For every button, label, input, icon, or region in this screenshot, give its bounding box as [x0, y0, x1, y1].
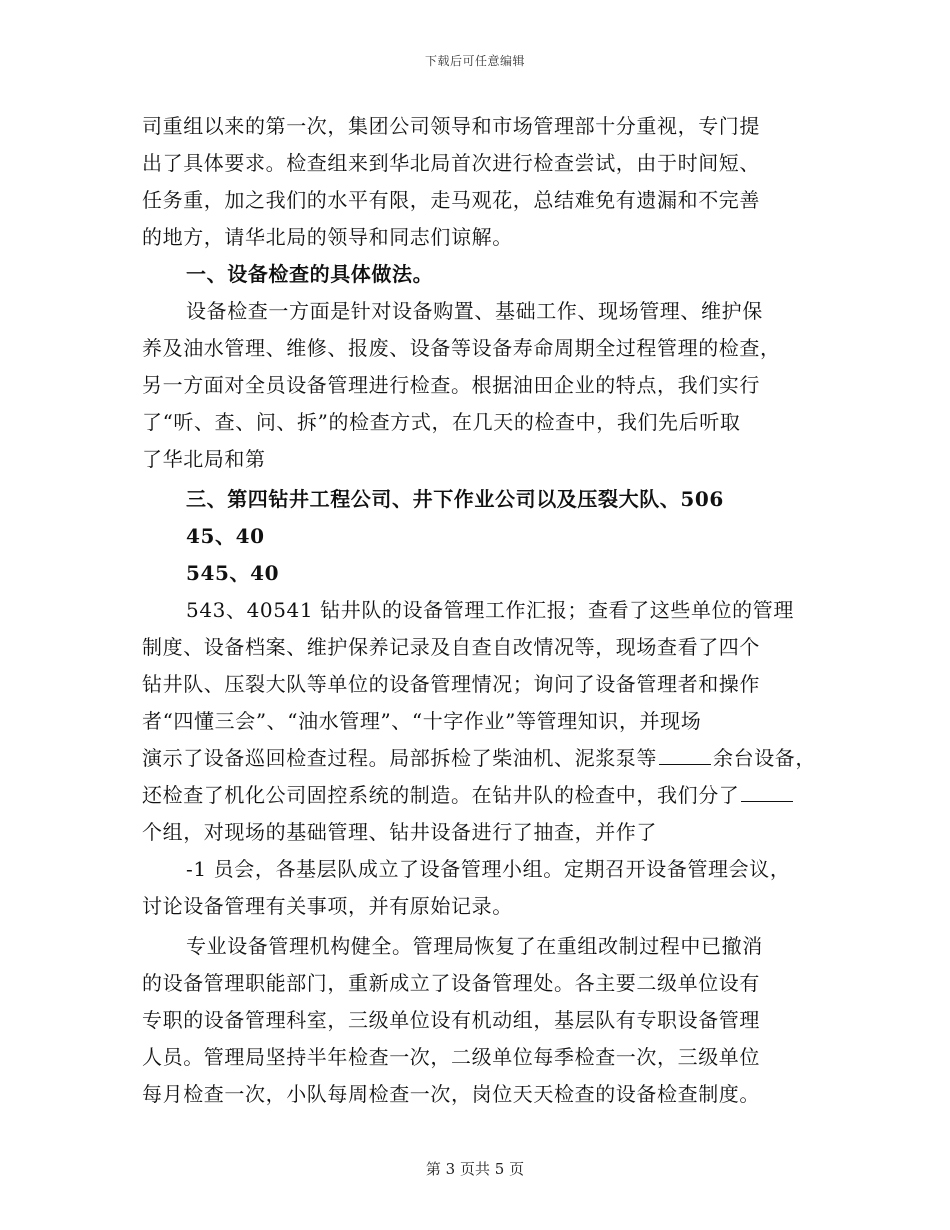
- text-line: 钻井队、压裂大队等单位的设备管理情况；询问了设备管理者和操作: [142, 672, 760, 696]
- text-line: 另一方面对全员设备管理进行检查。根据油田企业的特点，我们实行: [142, 373, 760, 397]
- text-line: 每月检查一次，小队每周检查一次，岗位天天检查的设备检查制度。: [142, 1082, 760, 1106]
- text-line: 专业设备管理机构健全。管理局恢复了在重组改制过程中已撤消: [186, 934, 763, 958]
- text-line: 543、40541 钻井队的设备管理工作汇报；查看了这些单位的管理: [186, 598, 794, 622]
- text-line: 养及油水管理、维修、报废、设备等设备寿命周期全过程管理的检查，: [142, 336, 781, 360]
- text-segment: 还检查了机化公司固控系统的制造。在钻井队的检查中，我们分了: [142, 783, 740, 807]
- text-line: -1 员会，各基层队成立了设备管理小组。定期召开设备管理会议，: [186, 857, 791, 881]
- page-header: 下载后可任意编辑: [424, 54, 525, 68]
- text-line: 任务重，加之我们的水平有限，走马观花，总结难免有遗漏和不完善: [142, 188, 760, 212]
- text-line: 的地方，请华北局的领导和同志们谅解。: [142, 225, 513, 249]
- document-body: [142, 108, 822, 1113]
- text-line: 个组，对现场的基础管理、钻井设备进行了抽查，并作了: [142, 820, 657, 844]
- text-line: [142, 777, 822, 814]
- text-line: 了华北局和第: [142, 447, 266, 471]
- text-line: 司重组以来的第一次，集团公司领导和市场管理部十分重视，专门提: [142, 114, 760, 138]
- text-line: 了“听、查、问、拆”的检查方式，在几天的检查中，我们先后听取: [142, 410, 741, 434]
- text-segment: 余台设备，: [713, 746, 816, 770]
- section-heading: 545、40: [186, 561, 280, 585]
- text-line: 讨论设备管理有关事项，并有原始记录。: [142, 894, 513, 918]
- page-footer: 第 3 页共 5 页: [425, 1160, 525, 1178]
- text-line: 制度、设备档案、维护保养记录及自查自改情况等，现场查看了四个: [142, 635, 760, 659]
- text-segment: 演示了设备巡回检查过程。局部拆检了柴油机、泥浆泵等: [142, 746, 657, 770]
- text-line: 设备检查一方面是针对设备购置、基础工作、现场管理、维护保: [186, 299, 763, 323]
- text-line: [142, 740, 822, 777]
- fill-blank: [659, 742, 711, 765]
- section-heading: 三、第四钻井工程公司、井下作业公司以及压裂大队、506: [186, 487, 724, 511]
- text-line: 出了具体要求。检查组来到华北局首次进行检查尝试，由于时间短、: [142, 151, 760, 175]
- fill-blank: [741, 779, 793, 802]
- text-line: 人员。管理局坚持半年检查一次，二级单位每季检查一次，三级单位: [142, 1045, 760, 1069]
- text-line: 专职的设备管理科室，三级单位设有机动组，基层队有专职设备管理: [142, 1008, 760, 1032]
- section-heading: 45、40: [186, 524, 265, 548]
- text-line: 的设备管理职能部门，重新成立了设备管理处。各主要二级单位设有: [142, 971, 760, 995]
- text-line: 者“四懂三会”、“油水管理”、“十字作业”等管理知识，并现场: [142, 709, 702, 733]
- section-heading: 一、设备检查的具体做法。: [186, 262, 434, 286]
